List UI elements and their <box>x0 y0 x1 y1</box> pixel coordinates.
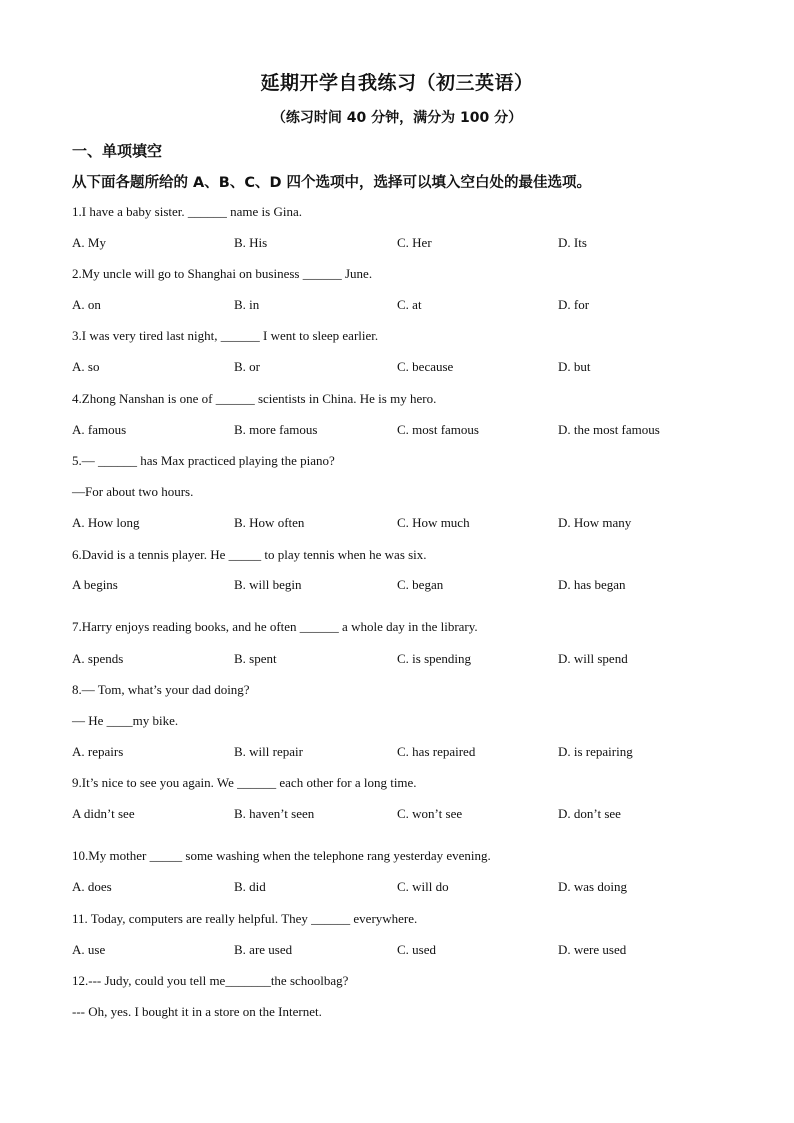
question-3-option-d: D. but <box>558 359 591 374</box>
question-11-option-c: C. used <box>397 942 436 957</box>
question-4-option-c: C. most famous <box>397 422 479 437</box>
instruction-text: 从下面各题所给的 A、B、C、D 四个选项中，选择可以填入空白处的最佳选项。 <box>72 175 592 191</box>
question-6-option-c: C. began <box>397 577 444 592</box>
question-1-option-d: D. Its <box>558 235 587 250</box>
question-8-response: — He ____my bike. <box>72 713 179 728</box>
question-1-option-b: B. His <box>234 235 268 250</box>
question-2-option-d: D. for <box>558 297 590 312</box>
question-10-option-d: D. was doing <box>558 879 627 894</box>
question-4-option-b: B. more famous <box>234 422 318 437</box>
question-8-stem: 8.— Tom, what’s your dad doing? <box>72 682 250 697</box>
question-5-option-d: D. How many <box>558 515 632 530</box>
question-12-stem: 12.--- Judy, could you tell me_______the schoolbag? <box>72 973 349 988</box>
question-3-option-b: B. or <box>234 359 260 374</box>
question-3-option-c: C. because <box>397 359 454 374</box>
question-3-stem: 3.I was very tired last night, ______ I went to sleep earlier. <box>72 328 379 343</box>
question-1-option-a: A. My <box>72 235 106 250</box>
question-6-option-d: D. has began <box>558 577 626 592</box>
question-11-stem: 11. Today, computers are really helpful. They ______ everywhere. <box>72 911 418 926</box>
question-8-option-c: C. has repaired <box>397 744 476 759</box>
question-7-option-d: D. will spend <box>558 651 628 666</box>
question-5-option-c: C. How much <box>397 515 470 530</box>
question-6-option-a: A begins <box>72 577 118 592</box>
question-6-option-b: B. will begin <box>234 577 302 592</box>
question-11-option-d: D. were used <box>558 942 627 957</box>
question-5-response: —For about two hours. <box>72 484 194 499</box>
question-10-stem: 10.My mother _____ some washing when the telephone rang yesterday evening. <box>72 848 491 863</box>
question-9-option-a: A didn’t see <box>72 806 135 821</box>
question-12-response: --- Oh, yes. I bought it in a store on the Internet. <box>72 1004 322 1019</box>
question-11-option-b: B. are used <box>234 942 293 957</box>
question-9-option-b: B. haven’t seen <box>234 806 315 821</box>
question-5-option-a: A. How long <box>72 515 140 530</box>
question-3-option-a: A. so <box>72 359 100 374</box>
question-5-option-b: B. How often <box>234 515 305 530</box>
question-7-option-c: C. is spending <box>397 651 472 666</box>
question-2-option-c: C. at <box>397 297 422 312</box>
question-2-option-a: A. on <box>72 297 101 312</box>
question-9-option-d: D. don’t see <box>558 806 621 821</box>
question-2-stem: 2.My uncle will go to Shanghai on business ______ June. <box>72 266 373 281</box>
question-10-option-a: A. does <box>72 879 112 894</box>
question-4-stem: 4.Zhong Nanshan is one of ______ scientists in China. He is my hero. <box>72 391 437 406</box>
page-subtitle: （练习时间 40 分钟，满分为 100 分） <box>271 110 523 126</box>
question-8-option-a: A. repairs <box>72 744 124 759</box>
page-title: 延期开学自我练习（初三英语） <box>260 72 534 94</box>
question-8-option-d: D. is repairing <box>558 744 633 759</box>
question-4-option-d: D. the most famous <box>558 422 660 437</box>
question-5-stem: 5.— ______ has Max practiced playing the piano? <box>72 453 335 468</box>
section-heading: 一、单项填空 <box>72 142 163 160</box>
question-6-stem: 6.David is a tennis player. He _____ to play tennis when he was six. <box>72 547 427 562</box>
question-10-option-c: C. will do <box>397 879 449 894</box>
question-1-stem: 1.I have a baby sister. ______ name is Gina. <box>72 204 302 219</box>
question-7-stem: 7.Harry enjoys reading books, and he often ______ a whole day in the library. <box>72 619 478 634</box>
question-2-option-b: B. in <box>234 297 260 312</box>
question-10-option-b: B. did <box>234 879 266 894</box>
question-4-option-a: A. famous <box>72 422 127 437</box>
question-11-option-a: A. use <box>72 942 106 957</box>
question-7-option-a: A. spends <box>72 651 124 666</box>
question-9-option-c: C. won’t see <box>397 806 463 821</box>
question-9-stem: 9.It’s nice to see you again. We ______ each other for a long time. <box>72 775 417 790</box>
question-8-option-b: B. will repair <box>234 744 303 759</box>
question-1-option-c: C. Her <box>397 235 432 250</box>
question-7-option-b: B. spent <box>234 651 277 666</box>
